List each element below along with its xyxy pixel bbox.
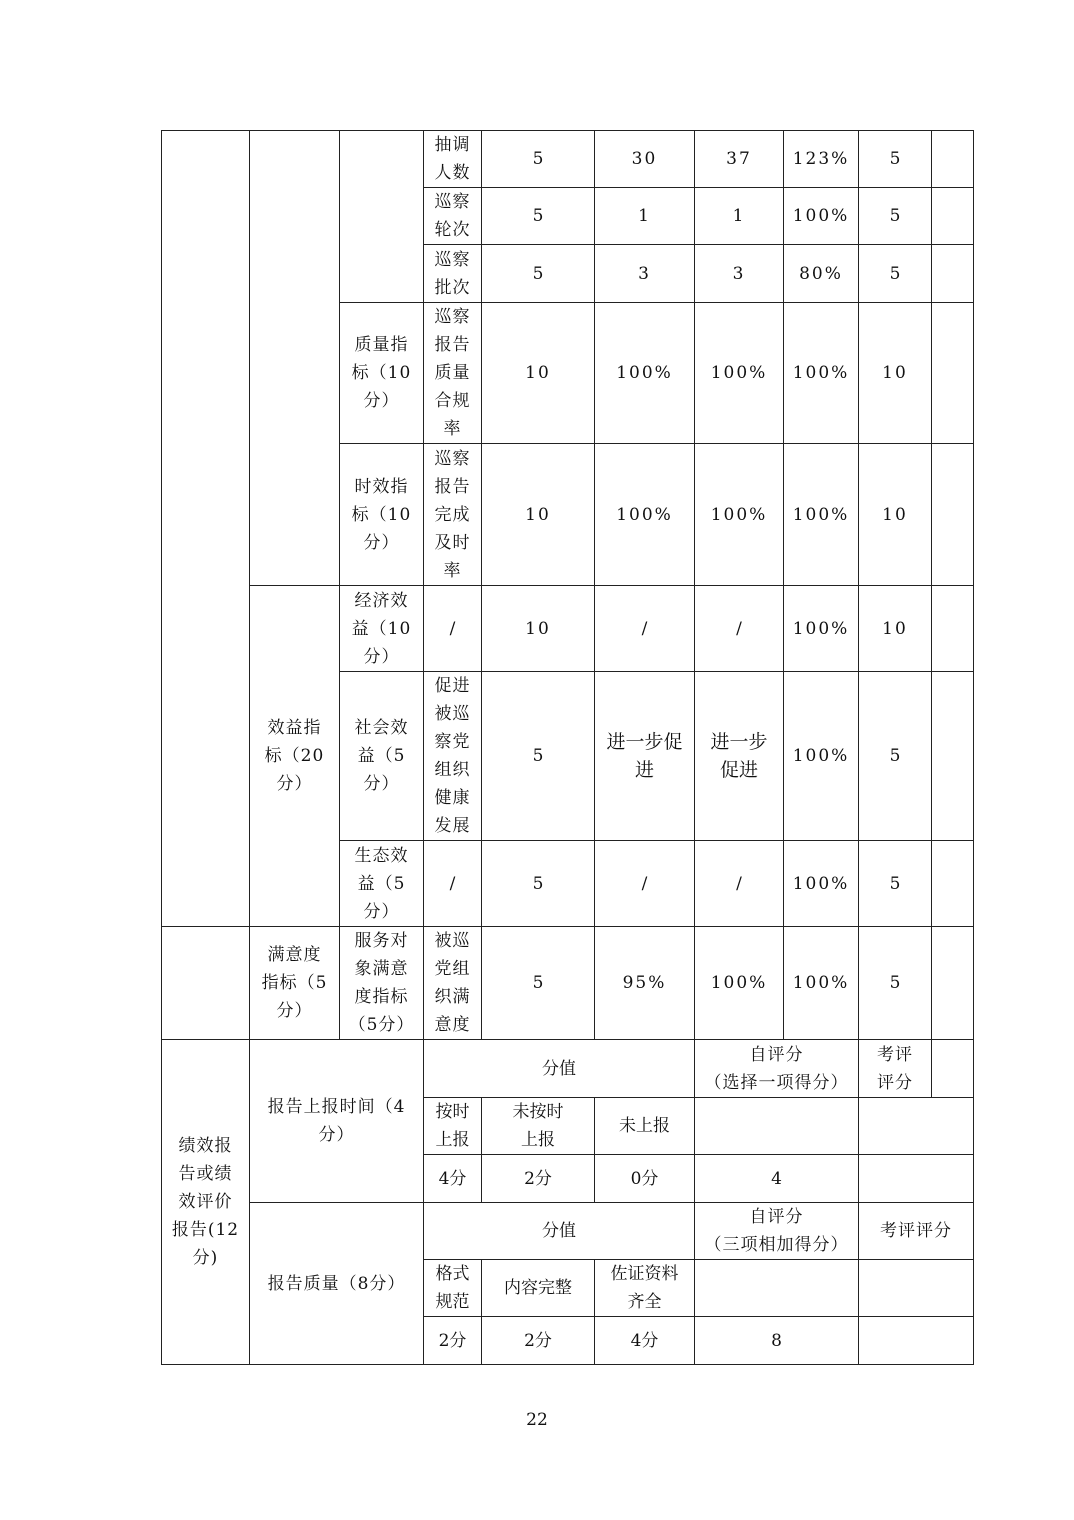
tertiary-indicator-satisfaction: 服务对 象满意 度指标 （5分） — [340, 927, 424, 1040]
weight-cell: 5 — [482, 245, 595, 303]
review-score-cell — [859, 1317, 974, 1365]
points-cell: 4分 — [595, 1317, 695, 1365]
target-cell: 1 — [595, 188, 695, 245]
remark-cell — [932, 586, 974, 672]
remark-cell — [932, 131, 974, 188]
score-cell: 5 — [859, 672, 932, 841]
table-row — [162, 586, 974, 672]
option-not-reported: 未上报 — [595, 1098, 695, 1155]
option-content: 内容完整 — [482, 1260, 595, 1317]
secondary-indicator-satisfaction: 满意度 指标（5 分） — [250, 927, 340, 1040]
tertiary-indicator-ecological: 生态效 益（5 分） — [340, 841, 424, 927]
score-cell: 5 — [859, 841, 932, 927]
rate-cell: 100% — [784, 586, 859, 672]
actual-cell: / — [695, 841, 784, 927]
actual-cell: / — [695, 586, 784, 672]
review-score-cell — [859, 1260, 974, 1317]
points-cell: 4分 — [424, 1155, 482, 1203]
indicator-name: 促进 被巡 察党 组织 健康 发展 — [424, 672, 482, 841]
target-cell: / — [595, 586, 695, 672]
score-cell: 10 — [859, 444, 932, 586]
weight-cell: 5 — [482, 188, 595, 245]
performance-evaluation-table — [161, 130, 974, 1365]
remark-cell — [932, 1040, 974, 1098]
weight-cell: 5 — [482, 672, 595, 841]
weight-cell: 10 — [482, 444, 595, 586]
tertiary-indicator-economic: 经济效 益（10 分） — [340, 586, 424, 672]
indicator-name: 被巡 党组 织满 意度 — [424, 927, 482, 1040]
report-quality-label: 报告质量（8分） — [250, 1203, 424, 1365]
target-cell: / — [595, 841, 695, 927]
weight-cell: 5 — [482, 927, 595, 1040]
primary-indicator-cell — [162, 927, 250, 1040]
tertiary-indicator-cell — [340, 131, 424, 303]
option-format: 格式 规范 — [424, 1260, 482, 1317]
table-row — [162, 1203, 974, 1260]
rate-cell: 100% — [784, 672, 859, 841]
target-cell: 100% — [595, 303, 695, 444]
points-cell: 0分 — [595, 1155, 695, 1203]
points-cell: 2分 — [482, 1155, 595, 1203]
indicator-name: / — [424, 841, 482, 927]
weight-cell: 5 — [482, 841, 595, 927]
option-on-time: 按时 上报 — [424, 1098, 482, 1155]
self-score-cell — [695, 1098, 859, 1155]
page-number: 22 — [526, 1410, 548, 1430]
review-score-cell — [859, 1155, 974, 1203]
weight-cell: 5 — [482, 131, 595, 188]
actual-cell: 1 — [695, 188, 784, 245]
indicator-name: 巡察 批次 — [424, 245, 482, 303]
secondary-indicator-cell — [250, 131, 340, 586]
weight-cell: 10 — [482, 303, 595, 444]
score-cell: 10 — [859, 303, 932, 444]
actual-cell: 3 — [695, 245, 784, 303]
score-cell: 10 — [859, 586, 932, 672]
target-cell: 3 — [595, 245, 695, 303]
target-cell: 30 — [595, 131, 695, 188]
rate-cell: 100% — [784, 927, 859, 1040]
actual-cell: 100% — [695, 927, 784, 1040]
indicator-name: 巡察 报告 完成 及时 率 — [424, 444, 482, 586]
value-header: 分值 — [424, 1203, 695, 1260]
tertiary-indicator-timeliness: 时效指 标（10 分） — [340, 444, 424, 586]
review-score-header: 考评评分 — [859, 1203, 974, 1260]
remark-cell — [932, 303, 974, 444]
indicator-name: 巡察 轮次 — [424, 188, 482, 245]
remark-cell — [932, 444, 974, 586]
actual-cell: 进一步 促进 — [695, 672, 784, 841]
remark-cell — [932, 672, 974, 841]
self-score-header: 自评分 （选择一项得分） — [695, 1040, 859, 1098]
rate-cell: 100% — [784, 444, 859, 586]
self-score-value: 8 — [695, 1317, 859, 1365]
tertiary-indicator-social: 社会效 益（5 分） — [340, 672, 424, 841]
option-late: 未按时 上报 — [482, 1098, 595, 1155]
indicator-name: 抽调 人数 — [424, 131, 482, 188]
table-row — [162, 131, 974, 188]
report-time-label: 报告上报时间（4 分） — [250, 1040, 424, 1203]
rate-cell: 100% — [784, 841, 859, 927]
rate-cell: 100% — [784, 303, 859, 444]
review-score-header: 考评 评分 — [859, 1040, 932, 1098]
score-cell: 5 — [859, 245, 932, 303]
table-row — [162, 927, 974, 1040]
report-section-label: 绩效报 告或绩 效评价 报告(12 分) — [162, 1040, 250, 1365]
self-score-header: 自评分 （三项相加得分） — [695, 1203, 859, 1260]
remark-cell — [932, 245, 974, 303]
remark-cell — [932, 188, 974, 245]
remark-cell — [932, 841, 974, 927]
table-row — [162, 1040, 974, 1098]
points-cell: 2分 — [482, 1317, 595, 1365]
actual-cell: 100% — [695, 303, 784, 444]
self-score-value: 4 — [695, 1155, 859, 1203]
score-cell: 5 — [859, 131, 932, 188]
primary-indicator-cell — [162, 131, 250, 927]
score-cell: 5 — [859, 188, 932, 245]
self-score-cell — [695, 1260, 859, 1317]
rate-cell: 100% — [784, 188, 859, 245]
target-cell: 100% — [595, 444, 695, 586]
rate-cell: 80% — [784, 245, 859, 303]
points-cell: 2分 — [424, 1317, 482, 1365]
weight-cell: 10 — [482, 586, 595, 672]
rate-cell: 123% — [784, 131, 859, 188]
review-score-cell — [859, 1098, 974, 1155]
value-header: 分值 — [424, 1040, 695, 1098]
actual-cell: 100% — [695, 444, 784, 586]
actual-cell: 37 — [695, 131, 784, 188]
tertiary-indicator-quality: 质量指 标（10 分） — [340, 303, 424, 444]
indicator-name: / — [424, 586, 482, 672]
indicator-name: 巡察 报告 质量 合规 率 — [424, 303, 482, 444]
target-cell: 95% — [595, 927, 695, 1040]
target-cell: 进一步促 进 — [595, 672, 695, 841]
remark-cell — [932, 927, 974, 1040]
secondary-indicator-benefit: 效益指 标（20 分） — [250, 586, 340, 927]
score-cell: 5 — [859, 927, 932, 1040]
option-evidence: 佐证资料 齐全 — [595, 1260, 695, 1317]
